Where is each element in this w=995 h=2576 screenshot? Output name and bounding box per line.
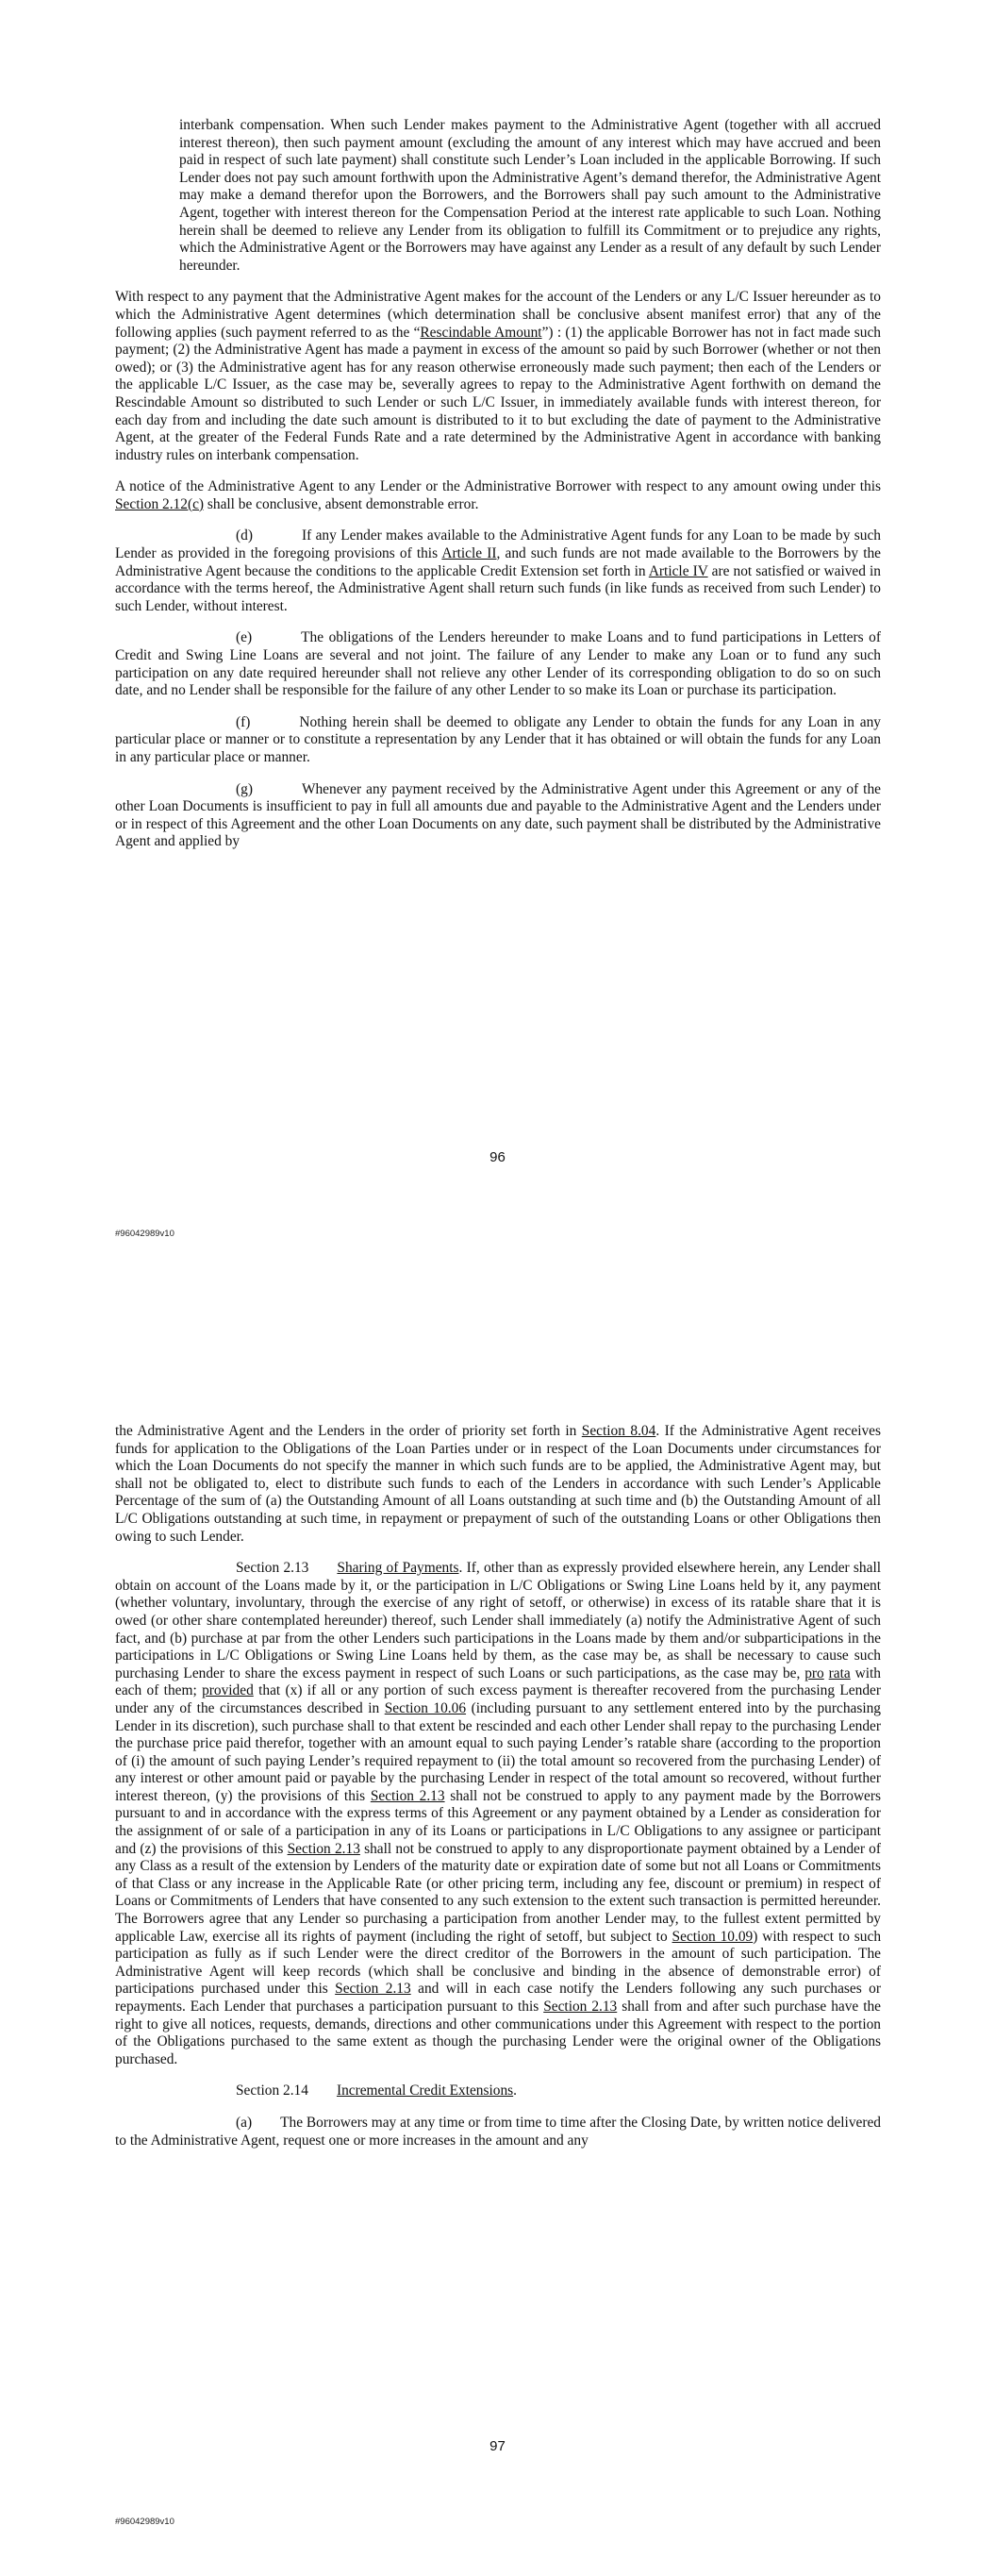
clause-label: (d)	[236, 527, 253, 544]
paragraph-notice: A notice of the Administrative Agent to any Lender or the Administrative Borrower with respect to any amount owing under this Section 2.12(c) shall be conclusive, absent demonstrable error.	[115, 478, 881, 512]
paragraph-continuation: the Administrative Agent and the Lenders in the order of priority set forth in Section 8.04. If the Administrative Agent receives funds for application to the Obligations of the Loan Parties under or in respect of the Loan Documents under circumstances for which the Loan Documents do not specify the manner in which such funds are to be applied, the Administrative Agent may, but shall not be obligated to, elect to distribute such funds to each of the Lenders in accordance with such Lender’s Applicable Percentage of the sum of (a) the Outstanding Amount of all Loans outstanding at such time and (b) the Outstanding Amount of all L/C Obligations outstanding at such time, in repayment or prepayment of such of the outstanding Loans or other Obligations then owing to such Lender.	[115, 1423, 881, 1545]
clause-e: (e) The obligations of the Lenders hereunder to make Loans and to fund participations in Letters of Credit and Swing Line Loans are several and not joint. The failure of any Lender to make any Loan or to fund any such participation on any date required hereunder shall not relieve any other Lender of its corresponding obligation to do so on such date, and no Lender shall be responsible for the failure of any other Lender to so make its Loan or purchase its participation.	[115, 629, 881, 699]
clause-label: (e)	[236, 629, 253, 646]
section-title: Sharing of Payments	[337, 1560, 459, 1577]
cross-reference-section-2-12-c: Section 2.12(c)	[115, 495, 205, 512]
section-label: Section 2.14	[236, 2083, 308, 2099]
section-2-14-heading: Section 2.14 Incremental Credit Extensions.	[236, 2083, 518, 2099]
term-rata: rata	[828, 1664, 851, 1681]
section-2-13-sharing-of-payments: Section 2.13 Sharing of Payments. If, other than as expressly provided elsewhere herein, any Lender shall obtain on account of the Loans made by it, or the participation in L/C Obligations or Swing Line Loans held by it, any payment (whether voluntary, involuntary, through the exercise of any right of setoff, or otherwise) in excess of its ratable share that it is owed (or other share contemplated hereunder) thereof, such Lender shall immediately (a) notify the Administrative Agent of such fact, and (b) purchase at par from the other Lenders such participations in the Loans made by them and/or subparticipations in the participations in L/C Obligations or Swing Line Loans held by them, as the case may be, as shall be necessary to cause such purchasing Lender to share the excess payment in respect of such Loans or such participations, as the case may be, pro rata with each of them; provided that (x) if all or any portion of such excess payment is thereafter recovered from the purchasing Lender under any of the circumstances described in Section 10.06 (including pursuant to any settlement entered into by the purchasing Lender in its discretion), such purchase shall to that extent be rescinded and each other Lender shall repay to the purchasing Lender the purchase price paid therefor, together with an amount equal to such paying Lender’s ratable share (according to the proportion of (i) the amount of such paying Lender’s required repayment to (ii) the total amount so recovered from the purchasing Lender) of any interest or other amount paid or payable by the purchasing Lender in respect of the total amount so recovered, without further interest thereon, (y) the provisions of this Section 2.13 shall not be construed to apply to any payment made by the Borrowers pursuant to and in accordance with the express terms of this Agreement or any payment obtained by a Lender as consideration for the assignment of or sale of a participation in any of its Loans or participations in L/C Obligations to any assignee or participant and (z) the provisions of this Section 2.13 shall not be construed to apply to any disproportionate payment obtained by a Lender of any Class as a result of the extension by Lenders of the maturity date or expiration date of some but not all Loans or Commitments of that Class or any increase in the Applicable Rate (or other pricing term, including any fee, discount or premium) in respect of Loans or Commitments of Lenders that have consented to any such extension to the extent such transaction is permitted hereunder. The Borrowers agree that any Lender so purchasing a participation from another Lender may, to the fullest extent permitted by applicable Law, exercise all its rights of payment (including the right of setoff, but subject to Section 10.09) with respect to such participation as fully as if such Lender were the direct creditor of the Borrowers in the amount of such participation. The Administrative Agent will keep records (which shall be conclusive and binding in the absence of demonstrable error) of participations purchased under this Section 2.13 and will in each case notify the Lenders following any such purchases or repayments. Each Lender that purchases a participation pursuant to this Section 2.13 shall from and after such purchase have the right to give all notices, requests, demands, directions and other communications under this Agreement with respect to the portion of the Obligations purchased to the same extent as though the purchasing Lender were the original owner of the Obligations purchased.	[115, 1560, 882, 2067]
term-pro: pro	[804, 1664, 824, 1681]
page-number: 97	[489, 2438, 506, 2454]
clause-g: (g) Whenever any payment received by the Administrative Agent under this Agreement or any of the other Loan Documents is insufficient to pay in full all amounts due and payable to the Administrative Agent and the Lenders under or in respect of this Agreement and the other Loan Documents on any date, such payment shall be distributed by the Administrative Agent and applied by	[115, 780, 881, 850]
clause-label: (f)	[236, 713, 251, 730]
cross-reference-section-10-06: Section 10.06	[384, 1699, 467, 1716]
defined-term-rescindable-amount: Rescindable Amount	[420, 324, 542, 341]
cross-reference-section-10-09: Section 10.09	[672, 1928, 754, 1945]
cross-reference-section-2-13: Section 2.13	[543, 1999, 618, 2015]
section-label: Section 2.13	[236, 1560, 309, 1577]
page-97-body	[115, 1423, 881, 2164]
document-id: #96042989v10	[115, 1229, 174, 1239]
cross-reference-section-2-13: Section 2.13	[370, 1787, 445, 1804]
clause-label: (a)	[236, 2114, 253, 2131]
cross-reference-section-2-13: Section 2.13	[287, 1840, 360, 1857]
term-provided: provided	[202, 1682, 254, 1699]
cross-reference-section-2-13: Section 2.13	[335, 1981, 411, 1998]
page-97	[0, 1288, 995, 2576]
page-96-body	[115, 117, 881, 865]
paragraph-interbank-compensation: interbank compensation. When such Lender makes payment to the Administrative Agent (together with all accrued interest thereon), then such payment amount (excluding the amount of any interest which may have accrued and been paid in respect of such late payment) shall constitute such Lender’s Loan included in the applicable Borrowing. If such Lender does not pay such amount forthwith upon the Administrative Agent’s demand therefor, the Administrative Agent may make a demand therefor upon the Borrowers, and the Borrowers shall pay such amount to the Administrative Agent, together with interest thereon for the Compensation Period at the interest rate applicable to such Loan. Nothing herein shall be deemed to relieve any Lender from its obligation to fulfill its Commitment or to prejudice any rights, which the Administrative Agent or the Borrowers may have against any Lender as a result of any default by such Lender hereunder.	[179, 117, 881, 274]
cross-reference-section-8-04: Section 8.04	[581, 1423, 656, 1439]
clause-d: (d) If any Lender makes available to the Administrative Agent funds for any Loan to be made by such Lender as provided in the foregoing provisions of this Article II, and such funds are not made available to the Borrowers by the Administrative Agent because the conditions to the applicable Credit Extension set forth in Article IV are not satisfied or waived in accordance with the terms hereof, the Administrative Agent shall return such funds (in like funds as received from such Lender) to such Lender, without interest.	[115, 527, 882, 614]
cross-reference-article-iv: Article IV	[648, 562, 708, 579]
clause-a: (a) The Borrowers may at any time or from time to time after the Closing Date, by written notice delivered to the Administrative Agent, request one or more increases in the amount and any	[115, 2114, 881, 2149]
page-number: 96	[489, 1149, 506, 1165]
clause-f: (f) Nothing herein shall be deemed to obligate any Lender to obtain the funds for any Loan in any particular place or manner or to constitute a representation by any Lender that it has obtained or will obtain the funds for any Loan in any particular place or manner.	[115, 713, 881, 765]
cross-reference-article-ii: Article II	[441, 545, 497, 562]
clause-label: (g)	[236, 780, 253, 797]
document-id: #96042989v10	[115, 2517, 174, 2527]
paragraph-rescindable-amount: With respect to any payment that the Administrative Agent makes for the account of the Lenders or any L/C Issuer hereunder as to which the Administrative Agent determines (which determination shall be conclusive absent manifest error) that any of the following applies (such payment referred to as the “Rescindable Amount”) : (1) the applicable Borrower has not in fact made such payment; (2) the Administrative Agent has made a payment in excess of the amount so paid by such Borrower (whether or not then owed); or (3) the Administrative agent has for any reason otherwise erroneously made such payment; then each of the Lenders or the applicable L/C Issuer, as the case may be, severally agrees to repay to the Administrative Agent forthwith on demand the Rescindable Amount so distributed to such Lender or such L/C Issuer, in immediately available funds with interest thereon, for each day from and including the date such amount is distributed to it to but excluding the date of payment to the Administrative Agent, at the greater of the Federal Funds Rate and a rate determined by the Administrative Agent in accordance with banking industry rules on interbank compensation.	[115, 289, 881, 463]
section-title: Incremental Credit Extensions	[336, 2083, 514, 2099]
